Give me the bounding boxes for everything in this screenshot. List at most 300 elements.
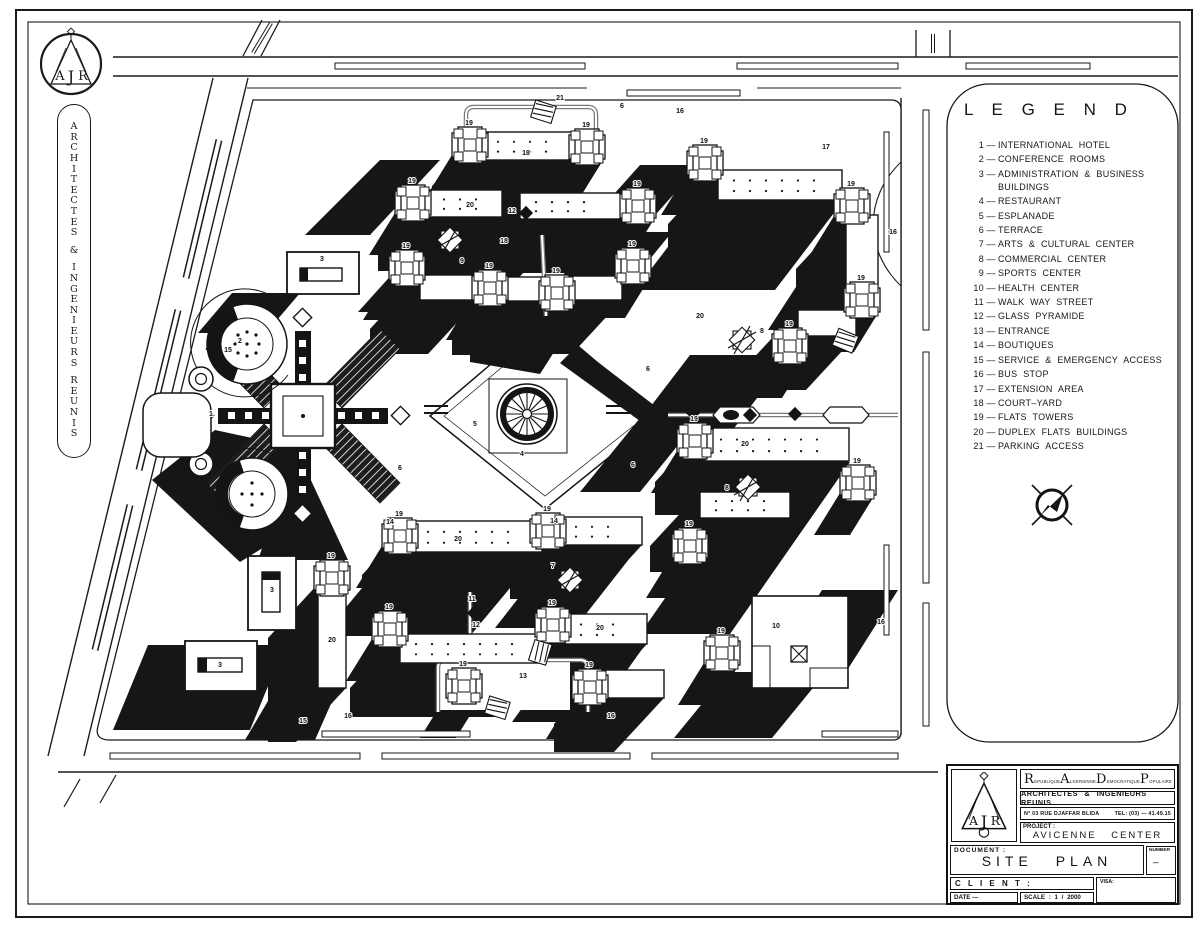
banner-letter: I xyxy=(72,262,76,274)
tower xyxy=(840,465,876,501)
tower xyxy=(704,635,740,671)
legend-item-part: BUS STOP xyxy=(998,369,1049,380)
slab-dot xyxy=(511,643,513,645)
slab-dot xyxy=(797,179,799,181)
republic-word-part: R xyxy=(1024,771,1034,787)
plan-number-label: 3 xyxy=(320,256,324,263)
plan-number-label: 12 xyxy=(508,208,516,215)
legend-item-part: 4 xyxy=(978,196,984,207)
plan-number-label: 21 xyxy=(556,95,564,102)
tower xyxy=(535,607,571,643)
slab-dot xyxy=(497,141,499,143)
legend-item xyxy=(962,138,1174,152)
slab-dot xyxy=(749,190,751,192)
slab-dot xyxy=(431,643,433,645)
legend-item-part: 20 xyxy=(973,426,984,437)
slab-dot xyxy=(736,450,738,452)
slab-dot xyxy=(443,531,445,533)
banner-letter: S xyxy=(70,428,78,440)
plan-number-label: 19 xyxy=(552,268,560,275)
slab-dot xyxy=(507,531,509,533)
tower xyxy=(472,270,508,306)
banner-letter: N xyxy=(69,407,79,419)
plan-number-label: 19 xyxy=(408,178,416,185)
plan-number-label: 19 xyxy=(628,241,636,248)
plan-number-label: 20 xyxy=(454,536,462,543)
legend-item-part: 18 xyxy=(973,397,984,408)
legend-item-part: 19 xyxy=(973,412,984,423)
legend-item-part: SERVICE & EMERGENCY ACCESS xyxy=(998,354,1163,365)
legend-item-part: 11 xyxy=(974,297,984,308)
plan-number-label: 19 xyxy=(690,416,698,423)
legend-item-part: — xyxy=(986,239,996,250)
banner-letter: E xyxy=(70,385,78,397)
slab-building xyxy=(428,190,502,217)
tower xyxy=(615,248,651,284)
slab-dot xyxy=(797,190,799,192)
slab-building xyxy=(718,170,842,200)
legend-item-part: 9 xyxy=(978,268,984,279)
plan-number-label: 16 xyxy=(889,229,897,236)
banner-letter: R xyxy=(70,347,78,359)
legend-item-part: GLASS PYRAMIDE xyxy=(998,311,1085,322)
slab-dot xyxy=(580,634,582,636)
slab-dot xyxy=(575,526,577,528)
logo-letter-a: A xyxy=(55,69,65,84)
plan-number-label: 19 xyxy=(847,181,855,188)
slab-dot xyxy=(813,190,815,192)
slab-dot xyxy=(443,198,445,200)
logo-letter-r: R xyxy=(78,69,88,84)
legend-item-part: — xyxy=(986,210,996,221)
plan-number-label: 19 xyxy=(717,628,725,635)
project-row xyxy=(1020,822,1175,843)
legend-item-part: INTERNATIONAL HOTEL xyxy=(998,140,1111,150)
slab-building xyxy=(520,193,622,219)
tower xyxy=(452,127,488,163)
legend-item-part: 13 xyxy=(973,325,984,336)
plan-number-label: 19 xyxy=(853,458,861,465)
slab-dot xyxy=(545,151,547,153)
plan-number-label: 1 xyxy=(209,411,213,418)
banner-letter: A xyxy=(70,121,78,133)
tower xyxy=(314,560,350,596)
plan-number-label: 15 xyxy=(299,718,307,725)
legend-item-part: — xyxy=(986,369,996,380)
plan-number-label: 19 xyxy=(857,275,865,282)
slab-dot xyxy=(768,438,770,440)
slab-dot xyxy=(513,141,515,143)
plan-number-label: 14 xyxy=(550,518,558,525)
legend-item-part: — xyxy=(986,168,996,179)
plan-number-label: 19 xyxy=(485,263,493,270)
legend-item xyxy=(962,338,1174,352)
health-center xyxy=(752,596,848,688)
banner-letter: U xyxy=(69,396,79,408)
plan-number-label: 18 xyxy=(500,238,508,245)
address-row xyxy=(1020,807,1175,820)
slab-dot xyxy=(459,208,461,210)
plan-number-label: 20 xyxy=(466,202,474,209)
legend-item xyxy=(962,353,1174,367)
slab-dot xyxy=(427,531,429,533)
slab-dot xyxy=(784,438,786,440)
legend-item-part: — xyxy=(986,397,996,408)
legend-item-part: HEALTH CENTER xyxy=(998,282,1080,293)
plan-number-label: 14 xyxy=(386,519,394,526)
slab-dot xyxy=(591,536,593,538)
project-label: PROJECT : xyxy=(1023,824,1056,830)
plan-number-label: 16 xyxy=(607,713,615,720)
plan-number-label: 19 xyxy=(548,600,556,607)
legend-item-part: — xyxy=(986,354,996,365)
slab-dot xyxy=(763,500,765,502)
legend-item xyxy=(962,152,1174,166)
slab-dot xyxy=(567,201,569,203)
plan-number-label: 8 xyxy=(760,328,764,335)
legend-item-part: 1 xyxy=(978,140,984,150)
legend-item-part: — xyxy=(986,154,996,165)
svg-text:J: J xyxy=(980,811,988,831)
slab-dot xyxy=(607,536,609,538)
tower xyxy=(446,668,482,704)
plan-number-label: 19 xyxy=(685,521,693,528)
slab-dot xyxy=(752,450,754,452)
slab-building xyxy=(705,428,849,461)
tower xyxy=(772,328,808,364)
slab-dot xyxy=(475,208,477,210)
republic-word xyxy=(1096,773,1140,786)
legend-item-part: 16 xyxy=(973,369,984,380)
legend-item xyxy=(962,167,1174,181)
number-cell xyxy=(1146,846,1176,875)
plan-number-label: 19 xyxy=(633,181,641,188)
slab-dot xyxy=(607,526,609,528)
legend-item-part: ESPLANADE xyxy=(998,210,1055,221)
slab-dot xyxy=(415,643,417,645)
tel-text: TEL: (03) — 41.49.15 xyxy=(1114,810,1171,817)
legend-item xyxy=(962,439,1174,453)
banner-letter: C xyxy=(70,195,78,207)
legend-item-part: BOUTIQUES xyxy=(998,340,1054,351)
banner-letter: S xyxy=(70,227,78,239)
plan-number-label: 6 xyxy=(398,465,402,472)
legend-item-part: — xyxy=(986,253,996,264)
legend-item xyxy=(962,194,1174,208)
legend-title: L E G E N D xyxy=(964,100,1134,119)
slab-dot xyxy=(765,190,767,192)
tower xyxy=(372,611,408,647)
plan-number-label: 19 xyxy=(582,122,590,129)
slab-dot xyxy=(479,653,481,655)
slab-dot xyxy=(715,500,717,502)
legend-item-part: — xyxy=(986,383,996,394)
banner-letter: I xyxy=(72,163,76,175)
slab-dot xyxy=(475,542,477,544)
republic-word xyxy=(1024,773,1060,786)
slab-dot xyxy=(612,634,614,636)
slab-dot xyxy=(583,201,585,203)
plan-number-label: 19 xyxy=(465,120,473,127)
legend-item-part: DUPLEX FLATS BUILDINGS xyxy=(998,426,1128,437)
plan-number-label: 7 xyxy=(551,563,555,570)
slab-dot xyxy=(459,198,461,200)
tower xyxy=(672,528,708,564)
legend-item-part: 7 xyxy=(978,239,984,250)
legend-item xyxy=(962,252,1174,266)
legend-item-part: BUILDINGS xyxy=(998,182,1050,193)
legend-item xyxy=(962,396,1174,410)
slab-dot xyxy=(443,542,445,544)
plan-number-label: 4 xyxy=(520,451,524,458)
banner-letter: T xyxy=(70,205,78,217)
slab-dot xyxy=(768,450,770,452)
republic-word-part: LGERIENNE xyxy=(1069,778,1096,784)
slab-dot xyxy=(781,179,783,181)
slab-dot xyxy=(813,179,815,181)
slab-dot xyxy=(800,450,802,452)
banner-letter: R xyxy=(70,131,78,143)
legend-item-part: — xyxy=(986,225,996,236)
number-label: NUMBER xyxy=(1149,848,1171,853)
legend-item-part: — xyxy=(986,140,996,150)
legend-item-part: — xyxy=(986,311,996,322)
slab-dot xyxy=(763,509,765,511)
legend-item-part: — xyxy=(986,268,996,279)
republic-name-row xyxy=(1020,769,1175,789)
plan-number-label: 9 xyxy=(460,258,464,265)
slab-dot xyxy=(513,151,515,153)
slab-dot xyxy=(612,623,614,625)
legend-item-part: 14 xyxy=(973,340,984,351)
legend-item-part: — xyxy=(986,340,996,351)
svg-text:R: R xyxy=(990,813,1000,828)
slab-dot xyxy=(535,201,537,203)
legend-item-part: ENTRANCE xyxy=(998,325,1050,336)
plan-number-label: 20 xyxy=(696,313,704,320)
slab-dot xyxy=(427,542,429,544)
plan-number-label: 6 xyxy=(631,462,635,469)
legend-item-part: CONFERENCE ROOMS xyxy=(998,154,1106,165)
plan-number-label: 11 xyxy=(468,596,476,603)
plan-number-label: 19 xyxy=(402,243,410,250)
banner-letter: E xyxy=(70,325,78,337)
legend-item xyxy=(962,425,1174,439)
legend-item xyxy=(962,367,1174,381)
slab-dot xyxy=(816,450,818,452)
republic-word xyxy=(1060,773,1096,786)
slab-dot xyxy=(749,179,751,181)
tower xyxy=(395,185,431,221)
legend-item xyxy=(962,281,1174,295)
topleft-cross-road xyxy=(243,20,280,56)
slab-dot xyxy=(491,531,493,533)
legend-item xyxy=(962,266,1174,280)
slab-dot xyxy=(733,179,735,181)
tower xyxy=(569,129,605,165)
slab-dot xyxy=(784,450,786,452)
title-block xyxy=(946,764,1179,905)
slab-dot xyxy=(765,179,767,181)
banner-letter: C xyxy=(70,142,78,154)
slab-dot xyxy=(475,198,477,200)
ajr-logo-small xyxy=(955,772,1013,840)
legend-item-part: 5 xyxy=(978,210,984,221)
slab-dot xyxy=(507,542,509,544)
legend-item-part: 8 xyxy=(978,253,984,264)
slab-dot xyxy=(736,438,738,440)
plan-number-label: 19 xyxy=(700,138,708,145)
slab-dot xyxy=(447,643,449,645)
legend-item-part: COURT–YARD xyxy=(998,397,1063,408)
slab-dot xyxy=(459,531,461,533)
slab-dot xyxy=(431,653,433,655)
document-name: SITE PLAN xyxy=(981,853,1113,869)
tower xyxy=(677,423,713,459)
slab-dot xyxy=(720,450,722,452)
slab-dot xyxy=(752,438,754,440)
slab-dot xyxy=(495,643,497,645)
slab-dot xyxy=(575,536,577,538)
plan-number-label: 19 xyxy=(395,511,403,518)
plan-number-label: 8 xyxy=(725,485,729,492)
slab-building xyxy=(412,521,542,552)
banner-letter: N xyxy=(69,272,79,284)
legend-item-part: COMMERCIAL CENTER xyxy=(998,253,1107,264)
slab-dot xyxy=(591,526,593,528)
slab-dot xyxy=(415,653,417,655)
slab-building xyxy=(568,276,622,300)
plan-number-label: 19 xyxy=(585,662,593,669)
legend-item-part: — xyxy=(986,441,996,452)
slab-dot xyxy=(731,509,733,511)
title-block-logo xyxy=(951,769,1017,842)
legend-item xyxy=(962,309,1174,323)
slab-dot xyxy=(781,190,783,192)
slab-dot xyxy=(551,210,553,212)
project-name: AVICENNE CENTER xyxy=(1032,830,1163,841)
plan-number-label: 10 xyxy=(772,623,780,630)
plan-number-label: 15 xyxy=(224,347,232,354)
slab-building xyxy=(420,275,478,300)
republic-word-part: EMOCRATIQUE xyxy=(1106,778,1140,784)
slab-dot xyxy=(443,208,445,210)
legend-item-part: 12 xyxy=(973,311,984,322)
legend-item xyxy=(962,209,1174,223)
banner-letter: E xyxy=(70,184,78,196)
slab-building xyxy=(318,584,346,688)
republic-word-part: P xyxy=(1140,771,1149,787)
plan-number-label: 17 xyxy=(822,144,830,151)
legend-item-part: ARTS & CULTURAL CENTER xyxy=(998,239,1135,250)
tower xyxy=(389,250,425,286)
tower xyxy=(834,188,870,224)
banner-letter: T xyxy=(70,174,78,186)
banner-letter: R xyxy=(70,375,78,387)
legend-item xyxy=(962,237,1174,251)
svg-text:A: A xyxy=(969,813,979,828)
legend-item-part: — xyxy=(986,297,996,308)
tower xyxy=(844,282,880,318)
legend-item-part: 21 xyxy=(973,441,984,452)
banner-letter: G xyxy=(70,283,78,295)
plan-number-label: 2 xyxy=(238,338,242,345)
slab-dot xyxy=(475,531,477,533)
slab-dot xyxy=(463,643,465,645)
slab-building xyxy=(565,614,647,644)
plan-number-label: 3 xyxy=(218,662,222,669)
tower xyxy=(572,669,608,705)
tower xyxy=(687,145,723,181)
banner-letter: E xyxy=(70,294,78,306)
slab-dot xyxy=(535,210,537,212)
legend-item xyxy=(962,295,1174,309)
banner-letter: & xyxy=(69,244,79,256)
legend-item-part: — xyxy=(986,412,996,423)
slab-dot xyxy=(497,151,499,153)
legend-item-part: 17 xyxy=(973,383,984,394)
firm-name-row: ARCHITECTES & INGENIEURS REUNIS xyxy=(1020,791,1175,805)
republic-word xyxy=(1140,773,1172,786)
banner-letter: N xyxy=(69,304,79,316)
legend-item-wrap xyxy=(962,181,1174,194)
plan-number-label: 6 xyxy=(620,103,624,110)
slab-dot xyxy=(731,500,733,502)
slab-dot xyxy=(551,201,553,203)
plan-number-label: 20 xyxy=(741,441,749,448)
republic-word-part: OPULAIRE xyxy=(1149,778,1173,784)
republic-word-part: A xyxy=(1060,771,1070,787)
firm-name-banner xyxy=(57,104,91,458)
slab-dot xyxy=(545,141,547,143)
republic-word-part: D xyxy=(1095,771,1107,787)
ajr-logo xyxy=(41,28,101,94)
scale-cell: SCALE : 1 / 2000 xyxy=(1020,892,1094,903)
slab-dot xyxy=(747,509,749,511)
slab-dot xyxy=(463,653,465,655)
legend-panel xyxy=(962,100,1174,454)
slab-building xyxy=(604,670,664,698)
north-arrow-icon xyxy=(1032,485,1072,525)
banner-letter: E xyxy=(70,216,78,228)
plan-number-label: 6 xyxy=(646,366,650,373)
banner-letter: U xyxy=(69,336,79,348)
banner-letter: S xyxy=(70,357,78,369)
legend-item-part: WALK WAY STREET xyxy=(998,297,1094,308)
legend-item-part: 10 xyxy=(973,282,984,293)
legend-item-part: 2 xyxy=(978,154,984,165)
slab-dot xyxy=(800,438,802,440)
logo-letter-j: J xyxy=(67,67,75,86)
document-label: DOCUMENT : xyxy=(954,847,1007,854)
slab-dot xyxy=(715,509,717,511)
plan-number-label: 5 xyxy=(473,421,477,428)
legend-item xyxy=(962,223,1174,237)
legend-item-part: TERRACE xyxy=(998,225,1044,236)
slab-dot xyxy=(567,210,569,212)
slab-dot xyxy=(447,653,449,655)
plan-number-label: 19 xyxy=(543,506,551,513)
slab-dot xyxy=(583,210,585,212)
right-road xyxy=(901,30,950,735)
legend-item-part: — xyxy=(986,325,996,336)
plan-number-label: 3 xyxy=(270,587,274,594)
plan-number-label: 18 xyxy=(522,150,530,157)
legend-item-part: FLATS TOWERS xyxy=(998,412,1074,423)
plan-number-label: 13 xyxy=(519,673,527,680)
legend-item-part: RESTAURANT xyxy=(998,196,1062,207)
legend-items xyxy=(962,138,1174,454)
